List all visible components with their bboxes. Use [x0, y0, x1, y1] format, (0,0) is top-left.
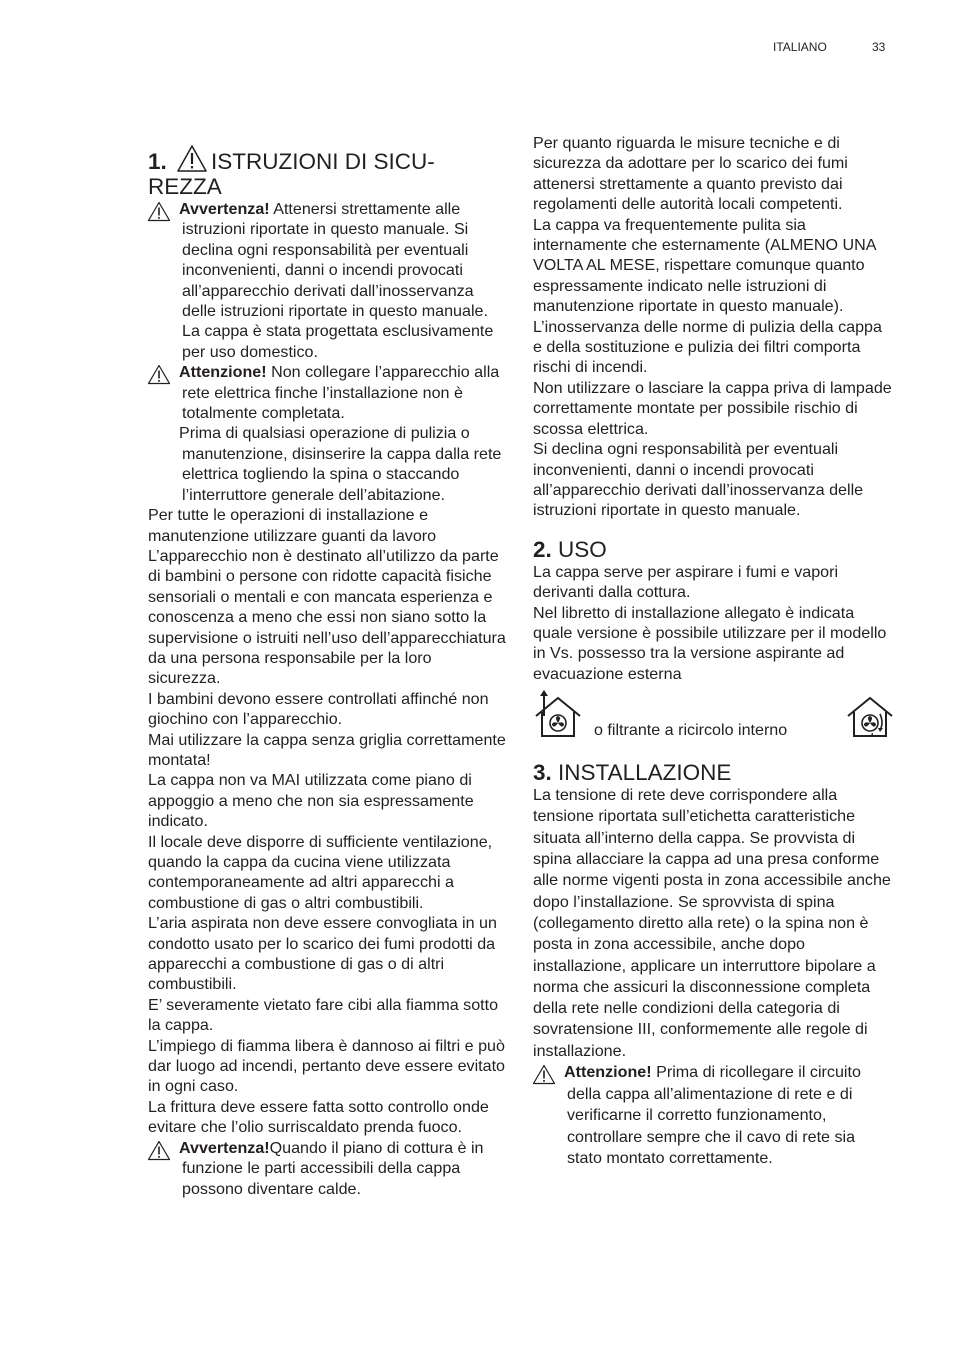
- warning-2-text2: Prima di qualsiasi operazione di pulizia o manutenzione, disinserire la cappa dalla rete elettrica togliendo la spina o staccando l’interruttore generale dell’abitazione.: [179, 424, 502, 504]
- paragraph: Il locale deve disporre di sufficiente ventilazione, quando la cappa da cucina viene utilizzata contemporaneamente ad altri apparecchi a combustione di gas o altri combustibili.: [148, 832, 493, 912]
- version-icons-row: [533, 690, 893, 748]
- warning-triangle-icon: [147, 364, 171, 385]
- warning-block-4: [533, 1062, 893, 1170]
- paragraph: La tensione di rete deve corrispondere alla tensione riportata sull’etichetta caratteristiche situata all’interno della cappa. Se provvista di spina allacciare la cappa ad una presa conforme alle norme vigenti posta in zona accessibile anche dopo l’installazione. Se sprovvista di spina (collegamento diretto alla rete) o la spina non è posta in zona accessibile, anche dopo installazione, applicare un interruttore bipolare a norma che assicuri la disconnessione completa della rete nelle condizioni della categoria di sovratensione III, conformemente alle regole di installazione.: [533, 786, 891, 1060]
- warning-2-text: Non collegare l’apparecchio alla rete elettrica finche l’installazione non è totalmente completata.: [182, 363, 500, 423]
- warning-triangle-icon: [532, 1064, 556, 1085]
- section-1-title-line2: REZZA: [148, 174, 222, 199]
- paragraph: La cappa non va MAI utilizzata come piano di appoggio a meno che non sia espressamente indicato.: [148, 771, 474, 831]
- warning-1-text: Attenersi strettamente alle istruzioni riportate in questo manuale. Si declina ogni responsabilità per eventuali inconvenienti, danni o incendi provocati all’apparecchio derivati dall’inosservanza delle istruzioni riportate in questo manuale. La cappa è stata progettata esclusivamente per uso domestico.: [182, 200, 494, 361]
- paragraph: Si declina ogni responsabilità per eventuali inconvenienti, danni o incendi provocati all’apparecchio derivati dall’inosservanza delle istruzioni riportate in questo manuale.: [533, 440, 864, 520]
- paragraph: Nel libretto di installazione allegato è indicata quale versione è possibile utilizzare per il modello in Vs. possesso tra la versione aspirante ad evacuazione esterna: [533, 603, 887, 683]
- warning-4-text: Prima di ricollegare il circuito della cappa all’alimentazione di rete e di verificarne il corretto funzionamento, controllare sempre che il cavo di rete sia stato montato correttamente.: [567, 1063, 861, 1168]
- paragraph: L’impiego di fiamma libera è dannoso ai filtri e può dar luogo ad incendi, pertanto deve essere evitato in ogni caso.: [148, 1036, 505, 1096]
- section-2-number: 2.: [533, 536, 552, 562]
- paragraph: Per tutte le operazioni di installazione e manutenzione utilizzare guanti da lavoro: [148, 506, 437, 545]
- paragraph: La cappa va frequentemente pulita sia internamente che esternamente (ALMENO UNA VOLTA AL MESE, rispettare comunque quanto espressamente indicato nelle istruzioni di manutenzione riportate in questo manuale).: [533, 215, 876, 316]
- paragraph: La frittura deve essere fatta sotto controllo onde evitare che l’olio surriscaldato prenda fuoco.: [148, 1097, 489, 1137]
- paragraph: Non utilizzare o lasciare la cappa priva di lampade correttamente montate per possibile rischio di scossa elettrica.: [533, 378, 892, 438]
- section-3-heading: [533, 760, 893, 785]
- left-column: [148, 133, 508, 1199]
- warning-2-lead: Attenzione!: [179, 363, 267, 382]
- right-column: [533, 133, 893, 1170]
- warning-block-3: [148, 1138, 508, 1199]
- warning-block-2: [148, 362, 508, 505]
- section-2-heading: [533, 537, 893, 562]
- paragraph: L’apparecchio non è destinato all’utilizzo da parte di bambini o persone con ridotte capacità fisiche sensoriali o mentali e con mancata esperienza e conoscenza a meno che essi non siano sotto la supervisione o istruiti nell’uso dell’apparecchiatura da una persona responsabile per la loro sicurezza.: [148, 546, 506, 688]
- section-1-number: 1.: [148, 149, 167, 174]
- paragraph: Per quanto riguarda le misure tecniche e di sicurezza da adottare per lo scarico dei fumi attenersi strettamente a quanto previsto dai regolamenti delle autorità locali competenti.: [533, 134, 848, 214]
- section-3-number: 3.: [533, 760, 552, 786]
- warning-triangle-icon: [147, 201, 171, 222]
- recirculation-text: o filtrante a ricircolo interno: [594, 721, 788, 740]
- page-number: 33: [872, 40, 886, 54]
- paragraph: La cappa serve per aspirare i fumi e vapori derivanti dalla cottura.: [533, 562, 839, 602]
- warning-triangle-icon: [176, 144, 208, 173]
- warning-3-text: Quando il piano di cottura è in funzione le parti accessibili della cappa possono diventare calde.: [182, 1138, 484, 1198]
- period-text: .: [870, 721, 875, 740]
- warning-block-1: [148, 199, 508, 362]
- warning-1-lead: Avvertenza!: [179, 200, 270, 218]
- warning-3-lead: Avvertenza!: [179, 1138, 270, 1157]
- warning-4-lead: Attenzione!: [564, 1063, 652, 1082]
- paragraph: E’ severamente vietato fare cibi alla fiamma sotto la cappa.: [148, 995, 499, 1035]
- section-1-heading: [148, 144, 508, 199]
- section-2-title: USO: [558, 536, 607, 562]
- house-extraction-icon: [533, 690, 583, 740]
- header-language: ITALIANO: [773, 40, 827, 54]
- section-1-title-line1: ISTRUZIONI DI SICU-: [211, 149, 435, 174]
- paragraph: Mai utilizzare la cappa senza griglia correttamente montata!: [148, 730, 506, 769]
- section-3-title: INSTALLAZIONE: [558, 760, 732, 786]
- paragraph: L’aria aspirata non deve essere convogliata in un condotto usato per lo scarico dei fumi prodotti da apparecchi a combustione di gas o di altri combustibili.: [148, 914, 497, 994]
- paragraph: L’inosservanza delle norme di pulizia della cappa e della sostituzione e pulizia dei filtri comporta rischi di incendi.: [533, 317, 882, 377]
- paragraph: I bambini devono essere controllati affinché non giochino con l’apparecchio.: [148, 689, 489, 729]
- warning-triangle-icon: [147, 1140, 171, 1161]
